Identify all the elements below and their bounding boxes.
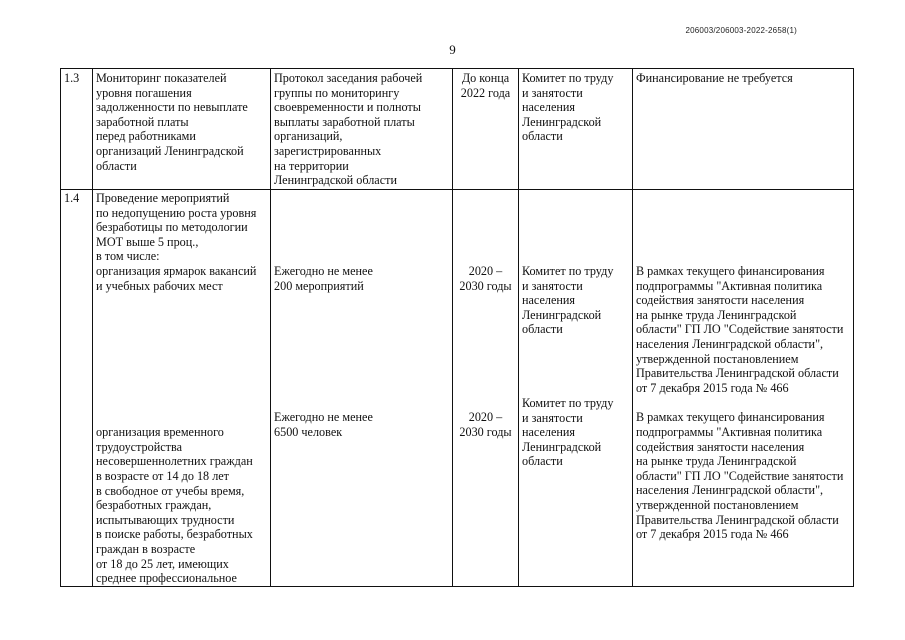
page-number: 9 bbox=[449, 42, 456, 57]
item-number: 1.3 bbox=[61, 69, 93, 190]
financing-cell bbox=[633, 190, 854, 587]
activity-cell: Мониторинг показателей уровня погашения задолженности по невыплате заработной платы перед работниками организаций Ленинградской области bbox=[93, 69, 271, 190]
result-cell: Протокол заседания рабочей группы по мониторингу своевременности и полноты выплаты заработной платы организаций, зарегистрированных на территории Ленинградской области bbox=[271, 69, 453, 190]
sub-result-1: Ежегодно не менее 200 мероприятий bbox=[274, 264, 373, 293]
term-cell: До конца 2022 года bbox=[453, 69, 519, 190]
table-row bbox=[61, 69, 854, 190]
sub-term-1: 2020 – 2030 годы bbox=[459, 264, 512, 293]
sub-term-2: 2020 – 2030 годы bbox=[459, 410, 512, 439]
result-cell bbox=[271, 190, 453, 587]
responsible-cell: Комитет по труду и занятости населения Ленинградской области bbox=[519, 69, 633, 190]
activity-intro: Проведение мероприятий по недопущению роста уровня безработицы по методологии МОТ выше 5 проц., в том числе: bbox=[96, 191, 257, 264]
responsible-cell bbox=[519, 190, 633, 587]
document-number: 206003/206003-2022-2658(1) bbox=[685, 26, 797, 35]
table-row bbox=[61, 190, 854, 587]
sub-result-2: Ежегодно не менее 6500 человек bbox=[274, 410, 373, 439]
action-plan-table bbox=[60, 68, 854, 587]
sub-responsible-1: Комитет по труду и занятости населения Ленинградской области bbox=[522, 264, 614, 337]
sub-financing-1: В рамках текущего финансирования подпрограммы "Активная политика содействия занятости населения на рынке труда Ленинградской области" ГП ЛО "Содействие занятости населения Ленинградской области", утвержденной постановлением Правительства Ленинградской области от 7 декабря 2015 года № 466 bbox=[636, 264, 844, 395]
item-number: 1.4 bbox=[61, 190, 93, 587]
sub-financing-2: В рамках текущего финансирования подпрограммы "Активная политика содействия занятости населения на рынке труда Ленинградской области" ГП ЛО "Содействие занятости населения Ленинградской области", утвержденной постановлением Правительства Ленинградской области от 7 декабря 2015 года № 466 bbox=[636, 410, 844, 542]
term-cell bbox=[453, 190, 519, 587]
sub-activity-2: организация временного трудоустройства несовершеннолетних граждан в возрасте от 14 до 18 лет в свободное от учебы время, безработных граждан, испытывающих трудности в поиске работы, безработных граждан в возрасте от 18 до 25 лет, имеющих среднее профессиональное bbox=[96, 425, 253, 586]
activity-cell bbox=[93, 190, 271, 587]
sub-responsible-2: Комитет по труду и занятости населения Ленинградской области bbox=[522, 395, 614, 469]
financing-cell: Финансирование не требуется bbox=[633, 69, 854, 190]
sub-activity-1: организация ярмарок вакансий и учебных рабочих мест bbox=[96, 263, 257, 293]
